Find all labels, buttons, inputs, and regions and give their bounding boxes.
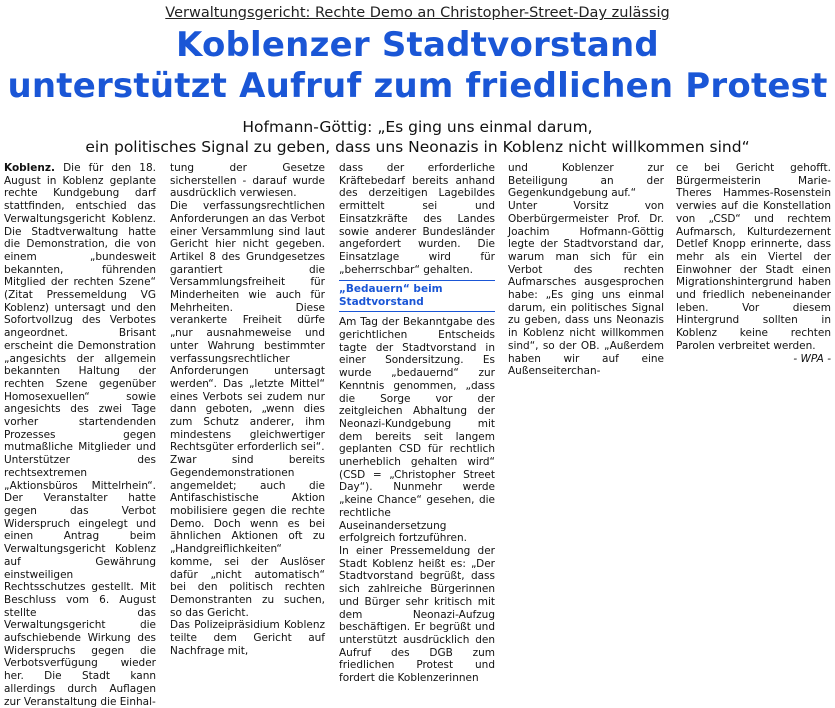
paragraph: In einer Pressemeldung der Stadt Koblenz heißt es: „Der Stadtvorstand begrüßt, dass sich zahlreiche Bürgerinnen und Bürger sehr kritisch mit dem Neonazi-Aufzug beschäftigen. Er begrüßt und unterstützt ausdrücklich den Aufruf des DGB zum friedlichen Protest und fordert die Koblenzerinnen (339, 544, 495, 685)
paragraph: ce bei Gericht gehofft. Bürgermeisterin Marie-Theres Hammes-Rosenstein verwies auf die Konstellation von „CSD“ und rechtem Aufmarsch, Kulturdezernent Detlef Knopp erinnerte, dass mehr als ein Viertel der Einwohner der Stadt einen Migrationshintergrund haben und friedlich nebeneinander leben. Vor diesem Hintergrund sollten in Koblenz keine rechten Parolen verbreitet werden. (676, 162, 831, 352)
subhead-line-1: Hofmann-Göttig: „Es ging uns einmal darum, (242, 118, 593, 136)
paragraph (4, 162, 156, 708)
text-column-5 (676, 162, 831, 584)
paragraph: und Koblenzer zur Beteiligung an der Gegenkundgebung auf.“ (508, 162, 664, 200)
article-subheadline (0, 118, 835, 157)
paragraph: Unter Vorsitz von Oberbürgermeister Prof. Dr. Joachim Hofmann-Göttig legte der Stadtvorstand dar, warum man sich für ein Verbot des rechten Aufmarsches ausgesprochen habe: „Es ging uns einmal darum, ein politisches Signal zu geben, dass uns Neonazis in Koblenz nicht willkommen sind“, so der OB. „Außerdem haben wir auf eine Außenseiterchan- (508, 200, 664, 378)
article-kicker: Verwaltungsgericht: Rechte Demo an Christopher-Street-Day zulässig (165, 5, 670, 21)
body-text: Die für den 18. August in Koblenz geplante rechte Kundgebung darf stattfinden, entschied das Verwaltungsgericht Koblenz. Die Stadtverwaltung hatte die Demonstration, die von einem „bundesweit bekannten, führenden Mitglied der rechten Szene“ (Zitat Pressemeldung VG Koblenz) untersagt und den Sofortvollzug des Verbotes angeordnet. Brisant erscheint die Demonstration „angesichts der allgemein bekannten Haltung der rechten Szene gegenüber Homosexuellen“ sowie angesichts des zwei Tage vorher startendenden Prozesses gegen mutmaßliche Mitglieder und Unterstützer des rechtsextremen „Aktionsbüros Mittelrhein“. Der Veranstalter hatte gegen das Verbot Widerspruch eingelegt und einen Antrag beim Verwaltungsgericht Koblenz auf Gewährung einstweiligen Rechtsschutzes gestellt. Mit Beschluss vom 6. August stellte das Verwaltungsgericht die aufschiebende Wirkung des Widerspruchs gegen die Verbotsverfügung wieder her. Die Stadt kann allerdings durch Auflagen zur Veranstaltung die Einhal- (4, 162, 156, 708)
paragraph: Am Tag der Bekanntgabe des gerichtlichen Entscheids tagte der Stadtvorstand in einer Sondersitzung. Es wurde „bedauernd“ zur Kenntnis genommen, „dass die Sorge vor der zeitgleichen Abhaltung der Neonazi-Kundgebung mit dem bereits seit langem geplanten CSD für rechtlich unerheblich gehalten wird“ (CSD = „Christopher Street Day“). Nunmehr werde „keine Chance“ gesehen, die rechtliche Auseinandersetzung erfolgreich fortzuführen. (339, 316, 495, 545)
text-column-4 (508, 162, 664, 584)
paragraph: tung der Gesetze sicherstellen - darauf wurde ausdrücklich verwiesen. (170, 162, 325, 200)
subhead-line-2: ein politisches Signal zu geben, dass uns Neonazis in Koblenz nicht willkommen sind“ (85, 137, 750, 156)
headline-line-1: Koblenzer Stadtvorstand (176, 25, 659, 65)
paragraph: Zwar sind bereits Gegendemonstrationen angemeldet; auch die Antifaschistische Aktion mobilisiere gegen die rechte Demo. Doch wenn es bei ähnlichen Aktionen oft zu „Handgreiflichkeiten“ komme, sei der Auslöser dafür „nicht automatisch“ bei den politisch rechten Demonstranten zu suchen, so das Gericht. (170, 454, 325, 619)
paragraph: Das Polizeipräsidium Koblenz teilte dem Gericht auf Nachfrage mit, (170, 619, 325, 657)
dateline: Koblenz. (4, 162, 55, 174)
text-column-2 (170, 162, 325, 657)
article-headline (0, 25, 835, 107)
text-column-3 (339, 162, 495, 685)
author-signature: - WPA - (793, 352, 831, 365)
paragraph: Die verfassungsrechtlichen Anforderungen an das Verbot einer Versammlung sind laut Gericht hier nicht gegeben. Artikel 8 des Grundgesetzes garantiert die Versammlungsfreiheit für Minderheiten wie auch für Mehrheiten. Diese verankerte Freiheit dürfe „nur ausnahmeweise und unter Wahrung bestimmter verfassungsrechtlicher Anforderungen untersagt werden“. Das „letzte Mittel“ eines Verbots sei zudem nur dann geboten, „wenn dies zum Schutz anderer, ihm mindestens gleichwertiger Rechtsgüter erforderlich sei“. (170, 200, 325, 454)
text-column-1 (4, 162, 156, 708)
paragraph: dass der erforderliche Kräftebedarf bereits anhand des derzeitigen Lagebildes ermittelt sei und Einsatzkräfte des Landes sowie anderer Bundesländer angefordert wurden. Die Einsatzlage wird für „beherrschbar“ gehalten. (339, 162, 495, 276)
headline-line-2: unterstützt Aufruf zum friedlichen Protest (7, 66, 828, 106)
section-subtitle: „Bedauern“ beim Stadtvorstand (339, 280, 495, 312)
